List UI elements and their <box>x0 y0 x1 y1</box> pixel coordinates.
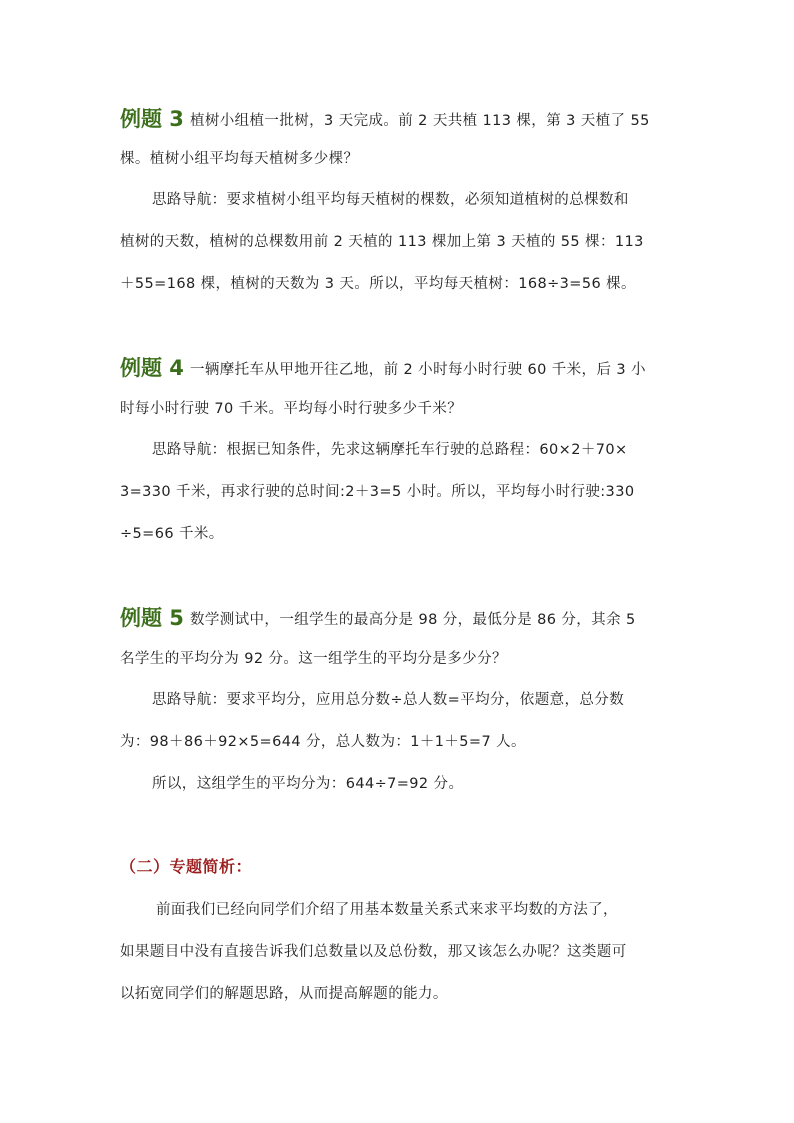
example-5-question-line-2: 名学生的平均分为 92 分。这一组学生的平均分是多少分？ <box>120 651 507 667</box>
example-5-question-line-1 <box>120 606 676 632</box>
section-paragraph-line-2: 如果题目中没有直接告诉我们总数量以及总份数，那又该怎么办呢？这类题可 <box>120 944 627 960</box>
example-4-question-line-2: 时每小时行驶 70 千米。平均每小时行驶多少千米？ <box>120 401 463 417</box>
example-3-hint-line-1: 思路导航：要求植树小组平均每天植树的棵数，必须知道植树的总棵数和 <box>152 192 629 208</box>
example-3-question-line-2: 棵。植树小组平均每天植树多少棵？ <box>120 151 359 167</box>
example-3-hint-line-3: ＋55=168 棵，植树的天数为 3 天。所以，平均每天植树：168÷3=56 棵。 <box>120 276 636 292</box>
section-title: （二）专题简析： <box>120 857 253 876</box>
example-4-hint-line-1: 思路导航：根据已知条件，先求这辆摩托车行驶的总路程：60×2＋70× <box>152 442 628 458</box>
example-4-question-line-1 <box>120 356 676 382</box>
example-5-hint-line-1: 思路导航：要求平均分，应用总分数÷总人数=平均分，依题意，总分数 <box>152 692 625 708</box>
example-3-question-line-1 <box>120 107 676 133</box>
example-3-label: 例题 3 <box>120 107 184 131</box>
example-5-hint-line-2: 为：98＋86＋92×5=644 分，总人数为：1＋1＋5=7 人。 <box>120 734 526 750</box>
example-5-conclusion-line: 所以，这组学生的平均分为：644÷7=92 分。 <box>152 776 464 792</box>
example-4-hint-line-3: ÷5=66 千米。 <box>120 526 224 542</box>
example-3-text-1: 植树小组植一批树，3 天完成。前 2 天共植 113 棵，第 3 天植了 55 <box>189 113 650 129</box>
example-4-label: 例题 4 <box>120 356 184 380</box>
example-4-text-1: 一辆摩托车从甲地开往乙地，前 2 小时每小时行驶 60 千米，后 3 小 <box>189 362 646 378</box>
section-paragraph-line-3: 以拓宽同学们的解题思路，从而提高解题的能力。 <box>120 986 448 1002</box>
example-5-text-1: 数学测试中，一组学生的最高分是 98 分，最低分是 86 分，其余 5 <box>189 612 636 628</box>
section-paragraph-line-1: 前面我们已经向同学们介绍了用基本数量关系式来求平均数的方法了， <box>156 902 618 918</box>
example-3-hint-line-2: 植树的天数，植树的总棵数用前 2 天植的 113 棵加上第 3 天植的 55 棵：113 <box>120 234 644 250</box>
example-5-label: 例题 5 <box>120 606 184 630</box>
example-4-hint-line-2: 3=330 千米，再求行驶的总时间:2＋3=5 小时。所以，平均每小时行驶:330 <box>120 484 635 500</box>
